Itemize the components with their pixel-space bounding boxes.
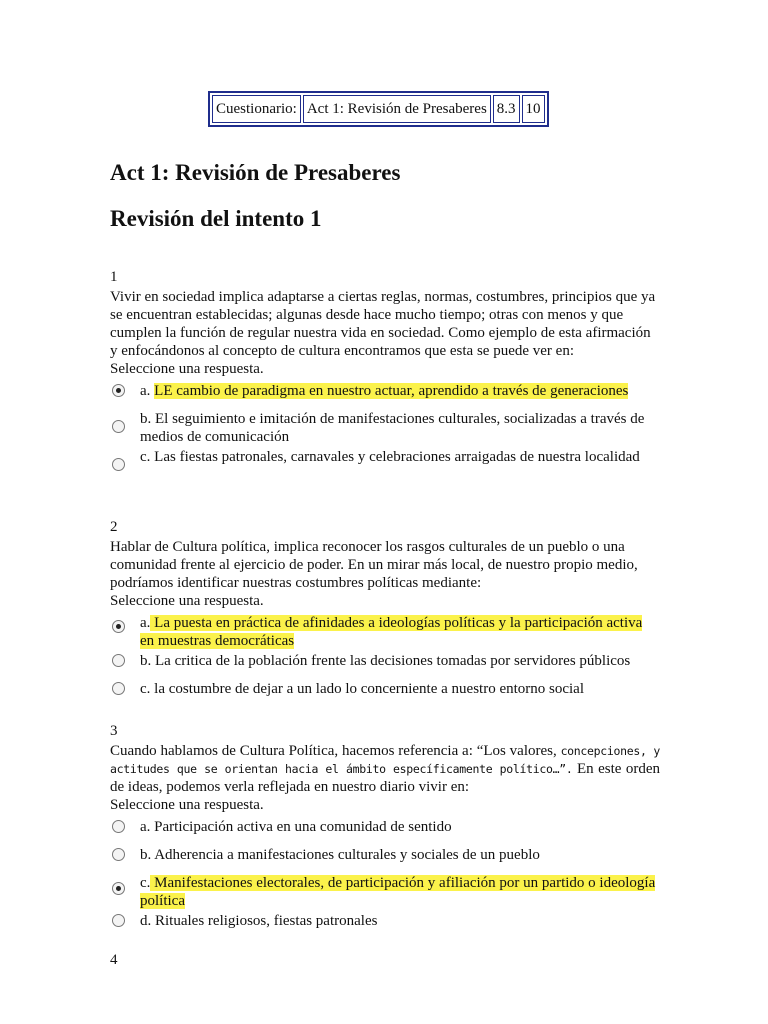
option-letter: b. — [140, 847, 155, 863]
option-text: El seguimiento e imitación de manifestaciones culturales, socializadas a través de medios de comunicación — [140, 411, 645, 445]
option-text-selected: Manifestaciones electorales, de participación y afiliación por un partido o ideología política — [140, 875, 656, 909]
question-text-part-2: En este orden de ideas, podemos verla reflejada en nuestro diario vivir en: — [110, 761, 660, 795]
option-text: Participación activa en una comunidad de sentido — [154, 819, 452, 835]
option-text-selected: La puesta en práctica de afinidades a ideologías políticas y la participación activa en muestras democráticas — [140, 615, 643, 649]
question-number: 1 — [110, 269, 118, 285]
question-text: Vivir en sociedad implica adaptarse a ciertas reglas, normas, costumbres, principios que ya se encuentran establecidas; algunas desde hace mucho tiempo; otras con menos y que cumplen la función de regular nuestra vida en sociedad. Como ejemplo de esta afirmación y enfocándonos al concepto de cultura encontramos que esta se puede ver en: — [110, 289, 656, 359]
option-letter: b. — [140, 411, 155, 427]
option-letter: b. — [140, 653, 155, 669]
question-text: Hablar de Cultura política, implica reconocer los rasgos culturales de un pueblo o una comunidad frente al ejercicio de poder. En un mirar más local, de nuestro propio medio, podríamos identificar nuestras costumbres políticas mediante: — [110, 539, 638, 591]
next-question-number: 4 — [110, 952, 118, 968]
option-letter: c. — [140, 681, 155, 697]
answer-option-b[interactable] — [110, 846, 660, 872]
answer-option-c[interactable] — [110, 680, 660, 706]
question-number: 3 — [110, 723, 118, 739]
question-2 — [110, 518, 660, 708]
radio-unchecked-icon[interactable] — [112, 682, 125, 695]
option-text: Adherencia a manifestaciones culturales y sociales de un pueblo — [154, 847, 540, 863]
answer-option-c[interactable] — [110, 874, 660, 910]
option-letter: c. — [140, 449, 155, 465]
answer-option-a[interactable] — [110, 614, 660, 650]
question-3 — [110, 722, 660, 940]
question-1 — [110, 268, 660, 476]
breadcrumb — [208, 91, 549, 127]
option-text: la costumbre de dejar a un lado lo concerniente a nuestro entorno social — [154, 681, 585, 697]
breadcrumb-score: 8.3 — [493, 95, 520, 123]
radio-unchecked-icon[interactable] — [112, 914, 125, 927]
option-letter: a. — [140, 819, 155, 835]
answer-prompt: Seleccione una respuesta. — [110, 361, 264, 377]
radio-checked-icon[interactable] — [112, 620, 125, 633]
question-text — [110, 742, 660, 796]
option-letter: a. — [140, 615, 151, 631]
answer-option-a[interactable] — [110, 382, 660, 408]
radio-checked-icon[interactable] — [112, 384, 125, 397]
radio-checked-icon[interactable] — [112, 882, 125, 895]
answer-prompt: Seleccione una respuesta. — [110, 797, 264, 813]
option-text: Rituales religiosos, fiestas patronales — [155, 913, 378, 929]
answer-option-b[interactable] — [110, 410, 660, 446]
answer-prompt: Seleccione una respuesta. — [110, 593, 264, 609]
question-number: 2 — [110, 519, 118, 535]
option-letter: c. — [140, 875, 151, 891]
answer-option-c[interactable] — [110, 448, 660, 474]
answer-option-d[interactable] — [110, 912, 660, 938]
radio-unchecked-icon[interactable] — [112, 458, 125, 471]
option-letter: d. — [140, 913, 155, 929]
radio-unchecked-icon[interactable] — [112, 420, 125, 433]
radio-unchecked-icon[interactable] — [112, 820, 125, 833]
breadcrumb-max-score: 10 — [522, 95, 545, 123]
option-text: Las fiestas patronales, carnavales y celebraciones arraigadas de nuestra localidad — [154, 449, 640, 465]
answer-option-b[interactable] — [110, 652, 660, 678]
breadcrumb-activity-link[interactable]: Act 1: Revisión de Presaberes — [303, 95, 491, 123]
breadcrumb-quiz-label: Cuestionario: — [212, 95, 301, 123]
radio-unchecked-icon[interactable] — [112, 848, 125, 861]
page-title: Act 1: Revisión de Presaberes — [110, 160, 401, 185]
radio-unchecked-icon[interactable] — [112, 654, 125, 667]
option-letter: a. — [140, 383, 155, 399]
question-text-quote: concepciones, y actitudes que se orientan hacia el ámbito específicamente político…”. — [110, 744, 660, 776]
question-text-part-1: Cuando hablamos de Cultura Política, hacemos referencia a: “Los valores, — [110, 743, 561, 759]
answer-option-a[interactable] — [110, 818, 660, 844]
attempt-title: Revisión del intento 1 — [110, 206, 322, 231]
option-text-selected: LE cambio de paradigma en nuestro actuar, aprendido a través de generaciones — [154, 383, 629, 399]
option-text: La critica de la población frente las decisiones tomadas por servidores públicos — [155, 653, 631, 669]
